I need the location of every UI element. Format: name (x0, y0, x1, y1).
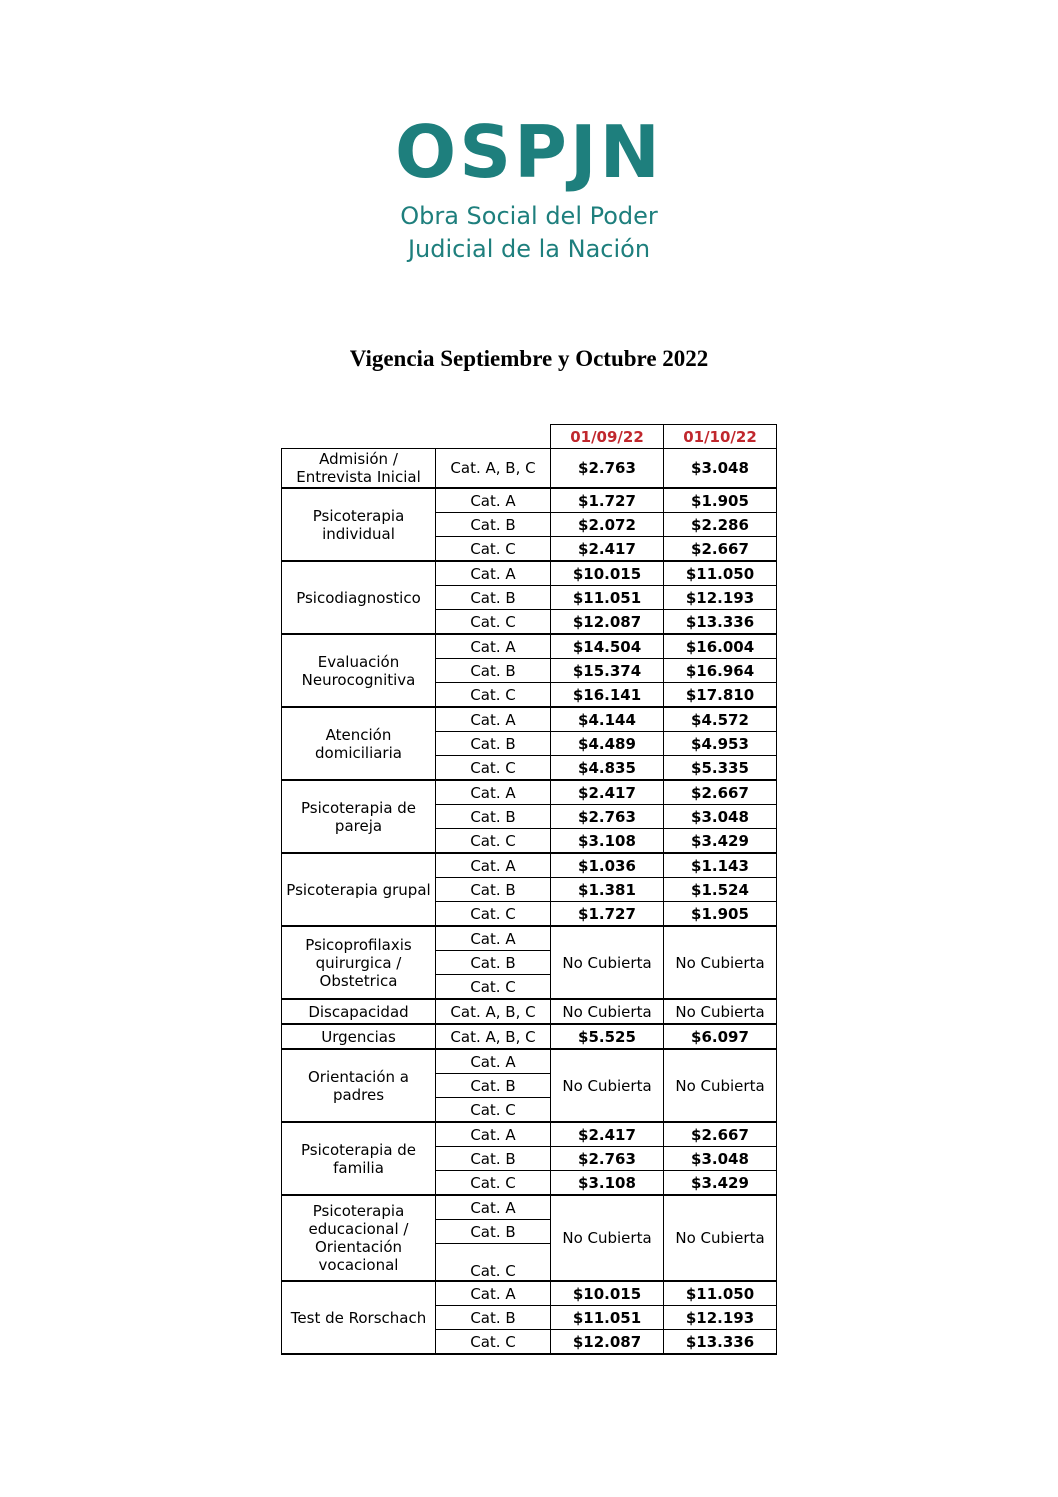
price-sept: $2.763 (551, 1147, 664, 1171)
price-oct: $13.336 (664, 610, 777, 635)
price-oct: $11.050 (664, 561, 777, 586)
price-sept: $2.417 (551, 537, 664, 562)
price-oct: $3.048 (664, 1147, 777, 1171)
table-row (282, 634, 777, 659)
price-oct: $13.336 (664, 1330, 777, 1355)
category-cell: Cat. B (436, 732, 551, 756)
header-blank-service (282, 425, 436, 449)
service-name: Orientación a padres (282, 1049, 436, 1122)
table-row (282, 1049, 777, 1074)
price-oct: $2.667 (664, 537, 777, 562)
price-sept: $2.417 (551, 1122, 664, 1147)
price-oct: $11.050 (664, 1281, 777, 1306)
category-cell: Cat. A (436, 926, 551, 951)
page-title: Vigencia Septiembre y Octubre 2022 (349, 346, 709, 371)
category-cell: Cat. B (436, 951, 551, 975)
price-not-covered-oct: No Cubierta (664, 926, 777, 999)
price-sept: $12.087 (551, 1330, 664, 1355)
category-cell: Cat. A, B, C (436, 1024, 551, 1049)
service-name: Psicodiagnostico (282, 561, 436, 634)
price-sept: $10.015 (551, 561, 664, 586)
logo-wordmark: OSPJN (395, 110, 663, 194)
price-table (281, 424, 777, 1355)
category-cell: Cat. C (436, 610, 551, 635)
table-row (282, 1024, 777, 1049)
price-not-covered-oct: No Cubierta (664, 1049, 777, 1122)
category-cell: Cat. B (436, 805, 551, 829)
category-cell: Cat. C (436, 1244, 551, 1282)
table-row (282, 1122, 777, 1147)
price-sept: $2.763 (551, 449, 664, 489)
price-not-covered-sept: No Cubierta (551, 926, 664, 999)
price-sept: $14.504 (551, 634, 664, 659)
price-oct: $6.097 (664, 1024, 777, 1049)
category-cell: Cat. C (436, 1098, 551, 1123)
price-sept: $12.087 (551, 610, 664, 635)
category-cell: Cat. A (436, 488, 551, 513)
table-row (282, 999, 777, 1024)
category-cell: Cat. A (436, 1281, 551, 1306)
table-row (282, 853, 777, 878)
price-sept: $4.489 (551, 732, 664, 756)
price-table-body (282, 425, 777, 1355)
price-oct: $12.193 (664, 1306, 777, 1330)
category-cell: Cat. C (436, 683, 551, 708)
service-name: Atención domiciliaria (282, 707, 436, 780)
service-name: Psicoterapia individual (282, 488, 436, 561)
price-oct: $3.048 (664, 805, 777, 829)
price-oct: $1.905 (664, 902, 777, 927)
service-name: Evaluación Neurocognitiva (282, 634, 436, 707)
service-name: Urgencias (282, 1024, 436, 1049)
price-sept: $1.727 (551, 902, 664, 927)
price-sept: $1.727 (551, 488, 664, 513)
price-sept: $2.763 (551, 805, 664, 829)
price-sept: $2.417 (551, 780, 664, 805)
service-name: Psicoterapia grupal (282, 853, 436, 926)
price-sept: $2.072 (551, 513, 664, 537)
table-header-row (282, 425, 777, 449)
service-name: Psicoterapia educacional / Orientación vocacional (282, 1195, 436, 1281)
price-oct: $4.953 (664, 732, 777, 756)
price-sept: $3.108 (551, 829, 664, 854)
price-oct: $2.667 (664, 780, 777, 805)
price-oct: $1.524 (664, 878, 777, 902)
price-oct: $1.143 (664, 853, 777, 878)
price-oct: $3.429 (664, 1171, 777, 1196)
category-cell: Cat. A (436, 1122, 551, 1147)
price-oct: $12.193 (664, 586, 777, 610)
price-oct: $2.667 (664, 1122, 777, 1147)
price-oct: $16.964 (664, 659, 777, 683)
table-row (282, 780, 777, 805)
service-name: Discapacidad (282, 999, 436, 1024)
category-cell: Cat. B (436, 659, 551, 683)
table-row (282, 707, 777, 732)
category-cell: Cat. C (436, 829, 551, 854)
price-oct: $5.335 (664, 756, 777, 781)
category-cell: Cat. C (436, 1330, 551, 1355)
price-sept: $5.525 (551, 1024, 664, 1049)
table-row (282, 1281, 777, 1306)
category-cell: Cat. B (436, 878, 551, 902)
category-cell: Cat. B (436, 586, 551, 610)
price-sept: No Cubierta (551, 999, 664, 1024)
price-oct: $17.810 (664, 683, 777, 708)
table-row (282, 1195, 777, 1220)
price-not-covered-sept: No Cubierta (551, 1049, 664, 1122)
category-cell: Cat. A (436, 1195, 551, 1220)
price-sept: $10.015 (551, 1281, 664, 1306)
category-cell: Cat. C (436, 902, 551, 927)
category-cell: Cat. A, B, C (436, 449, 551, 489)
table-row (282, 488, 777, 513)
price-sept: $16.141 (551, 683, 664, 708)
price-sept: $3.108 (551, 1171, 664, 1196)
service-name: Psicoterapia de familia (282, 1122, 436, 1195)
service-name: Test de Rorschach (282, 1281, 436, 1354)
price-oct: $4.572 (664, 707, 777, 732)
service-name: Admisión / Entrevista Inicial (282, 449, 436, 489)
table-row (282, 926, 777, 951)
table-row (282, 561, 777, 586)
price-not-covered-sept: No Cubierta (551, 1195, 664, 1281)
price-sept: $11.051 (551, 586, 664, 610)
price-sept: $4.835 (551, 756, 664, 781)
category-cell: Cat. C (436, 1171, 551, 1196)
logo-subtitle-line2: Judicial de la Nación (407, 235, 651, 263)
category-cell: Cat. A (436, 707, 551, 732)
header-date-1: 01/09/22 (551, 425, 664, 449)
category-cell: Cat. C (436, 537, 551, 562)
price-sept: $4.144 (551, 707, 664, 732)
price-oct: $3.048 (664, 449, 777, 489)
category-cell: Cat. A (436, 634, 551, 659)
header-date-2: 01/10/22 (664, 425, 777, 449)
category-cell: Cat. B (436, 1306, 551, 1330)
category-cell: Cat. B (436, 513, 551, 537)
price-oct: $16.004 (664, 634, 777, 659)
price-not-covered-oct: No Cubierta (664, 1195, 777, 1281)
price-oct: No Cubierta (664, 999, 777, 1024)
category-cell: Cat. A (436, 1049, 551, 1074)
category-cell: Cat. A (436, 853, 551, 878)
category-cell: Cat. C (436, 756, 551, 781)
price-oct: $2.286 (664, 513, 777, 537)
logo-subtitle-line1: Obra Social del Poder (400, 202, 658, 230)
service-name: Psicoprofilaxis quirurgica / Obstetrica (282, 926, 436, 999)
price-sept: $15.374 (551, 659, 664, 683)
ospjn-logo (0, 112, 1058, 266)
price-sept: $1.381 (551, 878, 664, 902)
category-cell: Cat. A, B, C (436, 999, 551, 1024)
price-oct: $1.905 (664, 488, 777, 513)
price-sept: $1.036 (551, 853, 664, 878)
category-cell: Cat. C (436, 975, 551, 1000)
category-cell: Cat. B (436, 1220, 551, 1244)
price-sept: $11.051 (551, 1306, 664, 1330)
category-cell: Cat. A (436, 780, 551, 805)
header-blank-category (436, 425, 551, 449)
price-oct: $3.429 (664, 829, 777, 854)
table-row (282, 449, 777, 489)
category-cell: Cat. A (436, 561, 551, 586)
service-name: Psicoterapia de pareja (282, 780, 436, 853)
category-cell: Cat. B (436, 1074, 551, 1098)
category-cell: Cat. B (436, 1147, 551, 1171)
